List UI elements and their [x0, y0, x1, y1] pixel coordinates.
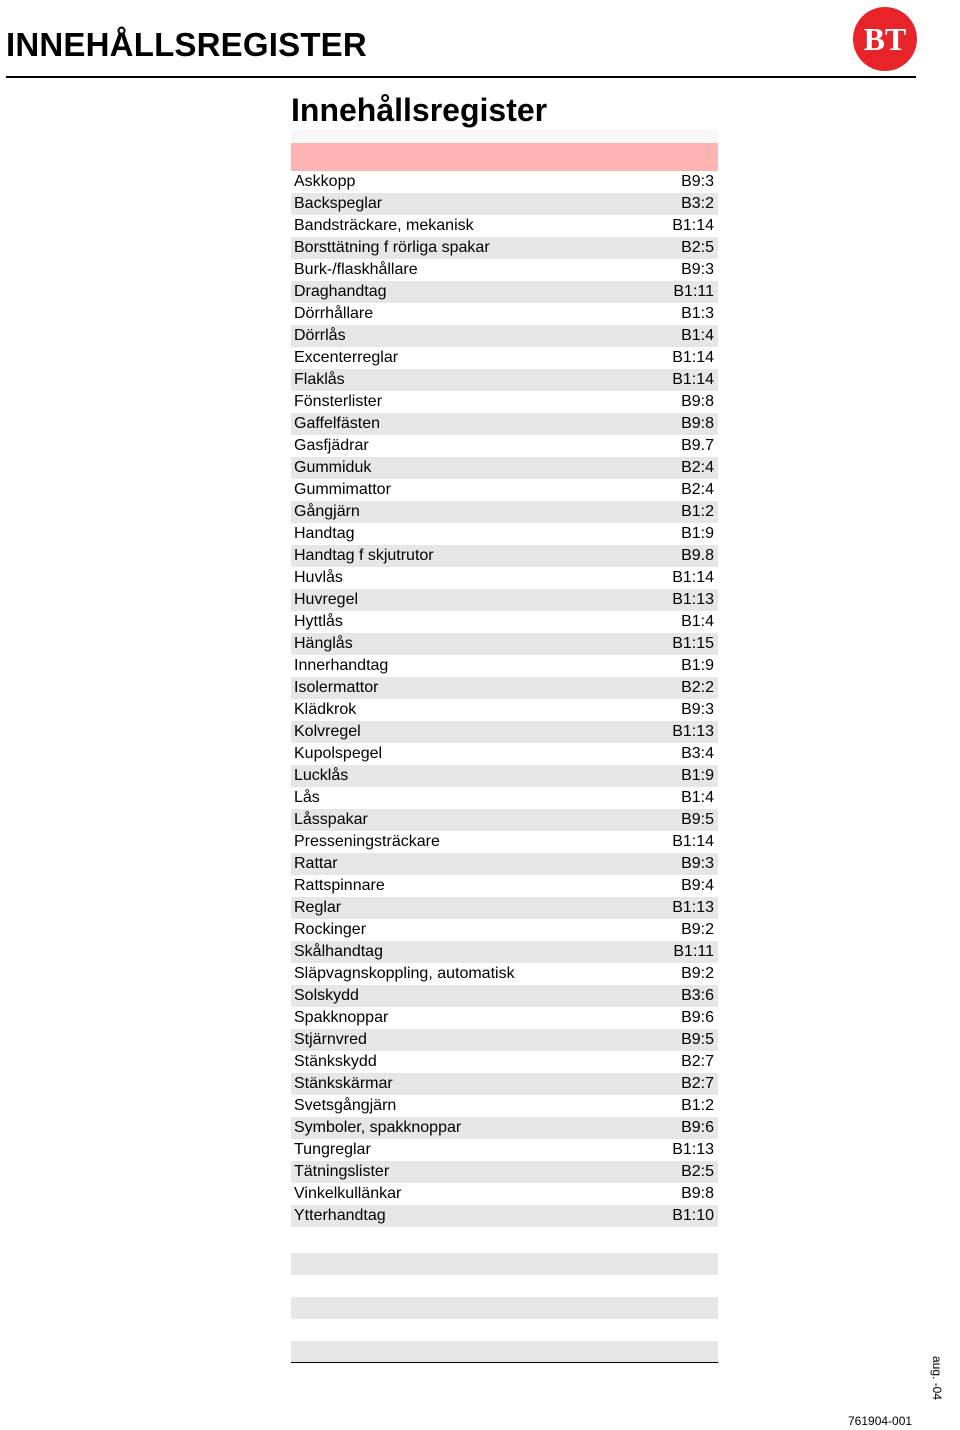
index-term: Borsttätning f rörliga spakar — [294, 239, 490, 256]
index-row — [291, 677, 718, 699]
index-row — [291, 699, 718, 721]
index-row — [291, 941, 718, 963]
index-row — [291, 1095, 718, 1117]
index-term: Handtag f skjutrutor — [294, 547, 434, 564]
index-page-ref: B2:2 — [681, 679, 714, 696]
index-row — [291, 1117, 718, 1139]
index-term: Låsspakar — [294, 811, 368, 828]
index-page-ref: B2:7 — [681, 1075, 714, 1092]
index-term: Spakknoppar — [294, 1009, 389, 1026]
index-row — [291, 897, 718, 919]
index-page-ref: B1:4 — [681, 789, 714, 806]
index-row — [291, 479, 718, 501]
index-term: Gasfjädrar — [294, 437, 369, 454]
index-row — [291, 303, 718, 325]
index-page-ref: B9:3 — [681, 261, 714, 278]
index-row — [291, 369, 718, 391]
index-term: Gummimattor — [294, 481, 391, 498]
index-page-ref: B9:3 — [681, 855, 714, 872]
index-row — [291, 853, 718, 875]
section-title: Innehållsregister — [291, 92, 548, 128]
index-term: Symboler, spakknoppar — [294, 1119, 462, 1136]
index-term: Lucklås — [294, 767, 349, 784]
index-page-ref: B1:2 — [681, 503, 714, 520]
index-page-ref: B1:14 — [672, 833, 714, 850]
header-divider — [6, 76, 916, 78]
index-term: Backspeglar — [294, 195, 383, 212]
index-term: Gångjärn — [294, 503, 360, 520]
index-page-ref: B9:8 — [681, 415, 714, 432]
index-row — [291, 919, 718, 941]
index-term: Fönsterlister — [294, 393, 383, 410]
index-page-ref: B1:11 — [673, 283, 714, 300]
index-page-ref: B1:4 — [681, 613, 714, 630]
bottom-divider — [291, 1362, 718, 1363]
empty-row — [291, 1341, 718, 1363]
index-page-ref: B1:9 — [681, 525, 714, 542]
bt-logo — [852, 6, 918, 72]
empty-row — [291, 1253, 718, 1275]
index-row — [291, 347, 718, 369]
index-page-ref: B3:2 — [681, 195, 714, 212]
index-row — [291, 281, 718, 303]
index-term: Askkopp — [294, 173, 356, 190]
index-row — [291, 259, 718, 281]
index-row — [291, 831, 718, 853]
index-row — [291, 413, 718, 435]
index-page-ref: B1:9 — [681, 657, 714, 674]
index-term: Klädkrok — [294, 701, 357, 718]
accent-bar — [291, 143, 718, 171]
index-row — [291, 655, 718, 677]
index-term: Kolvregel — [294, 723, 361, 740]
index-page-ref: B2:5 — [681, 1163, 714, 1180]
index-page-ref: B1:13 — [672, 1141, 714, 1158]
index-page-ref: B1:10 — [672, 1207, 714, 1224]
index-term: Skålhandtag — [294, 943, 383, 960]
index-term: Stänkskärmar — [294, 1075, 393, 1092]
index-page-ref: B1:13 — [672, 591, 714, 608]
index-row — [291, 963, 718, 985]
index-row — [291, 1183, 718, 1205]
title-strip — [291, 130, 718, 143]
index-row — [291, 787, 718, 809]
index-page-ref: B9:2 — [681, 921, 714, 938]
index-row — [291, 501, 718, 523]
index-row — [291, 743, 718, 765]
index-page-ref: B9:4 — [681, 877, 714, 894]
index-page-ref: B2:4 — [681, 459, 714, 476]
index-term: Handtag — [294, 525, 355, 542]
index-list — [291, 171, 718, 1227]
index-row — [291, 1007, 718, 1029]
index-term: Draghandtag — [294, 283, 387, 300]
index-term: Rattar — [294, 855, 338, 872]
revision-date: aug. -04 — [930, 1356, 944, 1401]
index-row — [291, 193, 718, 215]
index-row — [291, 325, 718, 347]
index-term: Gummiduk — [294, 459, 372, 476]
index-row — [291, 765, 718, 787]
logo-text: BT — [863, 21, 907, 57]
index-row — [291, 721, 718, 743]
index-row — [291, 567, 718, 589]
index-term: Stänkskydd — [294, 1053, 377, 1070]
index-row — [291, 1161, 718, 1183]
index-row — [291, 1073, 718, 1095]
index-row — [291, 237, 718, 259]
index-page-ref: B2:4 — [681, 481, 714, 498]
index-page-ref: B1:4 — [681, 327, 714, 344]
index-page-ref: B9:8 — [681, 1185, 714, 1202]
page-header-title: INNEHÅLLSREGISTER — [6, 26, 367, 63]
empty-row — [291, 1297, 718, 1319]
index-term: Rattspinnare — [294, 877, 385, 894]
index-term: Dörrlås — [294, 327, 346, 344]
index-row — [291, 1205, 718, 1227]
index-page-ref: B9:8 — [681, 393, 714, 410]
index-page-ref: B3:6 — [681, 987, 714, 1004]
index-term: Gaffelfästen — [294, 415, 380, 432]
index-row — [291, 1029, 718, 1051]
index-term: Innerhandtag — [294, 657, 389, 674]
index-term: Bandsträckare, mekanisk — [294, 217, 474, 234]
index-page-ref: B2:7 — [681, 1053, 714, 1070]
index-page-ref: B9.7 — [681, 437, 714, 454]
index-page-ref: B3:4 — [681, 745, 714, 762]
index-term: Ytterhandtag — [294, 1207, 386, 1224]
index-row — [291, 875, 718, 897]
index-page-ref: B9:3 — [681, 701, 714, 718]
index-row — [291, 809, 718, 831]
index-row — [291, 985, 718, 1007]
index-term: Presseningsträckare — [294, 833, 440, 850]
index-term: Dörrhållare — [294, 305, 374, 322]
index-term: Rockinger — [294, 921, 367, 938]
index-page-ref: B1:13 — [672, 723, 714, 740]
index-page-ref: B9:6 — [681, 1009, 714, 1026]
index-page-ref: B1:14 — [672, 371, 714, 388]
index-row — [291, 391, 718, 413]
index-page-ref: B9:6 — [681, 1119, 714, 1136]
index-row — [291, 1139, 718, 1161]
index-row — [291, 1051, 718, 1073]
index-term: Tungreglar — [294, 1141, 371, 1158]
index-term: Kupolspegel — [294, 745, 383, 762]
index-term: Stjärnvred — [294, 1031, 367, 1048]
index-term: Huvlås — [294, 569, 343, 586]
index-term: Huvregel — [294, 591, 359, 608]
index-page-ref: B9:2 — [681, 965, 714, 982]
index-term: Hänglås — [294, 635, 353, 652]
index-row — [291, 457, 718, 479]
index-term: Flaklås — [294, 371, 345, 388]
index-term: Reglar — [294, 899, 342, 916]
index-row — [291, 633, 718, 655]
index-term: Lås — [294, 789, 320, 806]
index-page-ref: B9:3 — [681, 173, 714, 190]
document-number: 761904-001 — [848, 1414, 913, 1428]
index-page-ref: B1:15 — [672, 635, 714, 652]
index-page-ref: B1:2 — [681, 1097, 714, 1114]
index-page-ref: B9:5 — [681, 811, 714, 828]
index-page-ref: B1:14 — [672, 217, 714, 234]
index-page-ref: B1:9 — [681, 767, 714, 784]
index-term: Excenterreglar — [294, 349, 399, 366]
index-row — [291, 523, 718, 545]
index-term: Hyttlås — [294, 613, 343, 630]
index-term: Solskydd — [294, 987, 359, 1004]
index-page-ref: B1:14 — [672, 569, 714, 586]
index-term: Svetsgångjärn — [294, 1097, 397, 1114]
index-row — [291, 215, 718, 237]
index-page-ref: B1:14 — [672, 349, 714, 366]
index-term: Vinkelkullänkar — [294, 1185, 402, 1202]
index-page-ref: B2:5 — [681, 239, 714, 256]
index-row — [291, 435, 718, 457]
index-page-ref: B1:11 — [673, 943, 714, 960]
index-term: Släpvagnskoppling, automatisk — [294, 965, 515, 982]
index-row — [291, 611, 718, 633]
index-term: Tätningslister — [294, 1163, 390, 1180]
index-page-ref: B9:5 — [681, 1031, 714, 1048]
index-page-ref: B9.8 — [681, 547, 714, 564]
index-term: Burk-/flaskhållare — [294, 261, 418, 278]
index-row — [291, 171, 718, 193]
index-term: Isolermattor — [294, 679, 379, 696]
index-page-ref: B1:13 — [672, 899, 714, 916]
index-row — [291, 589, 718, 611]
index-page-ref: B1:3 — [681, 305, 714, 322]
index-row — [291, 545, 718, 567]
